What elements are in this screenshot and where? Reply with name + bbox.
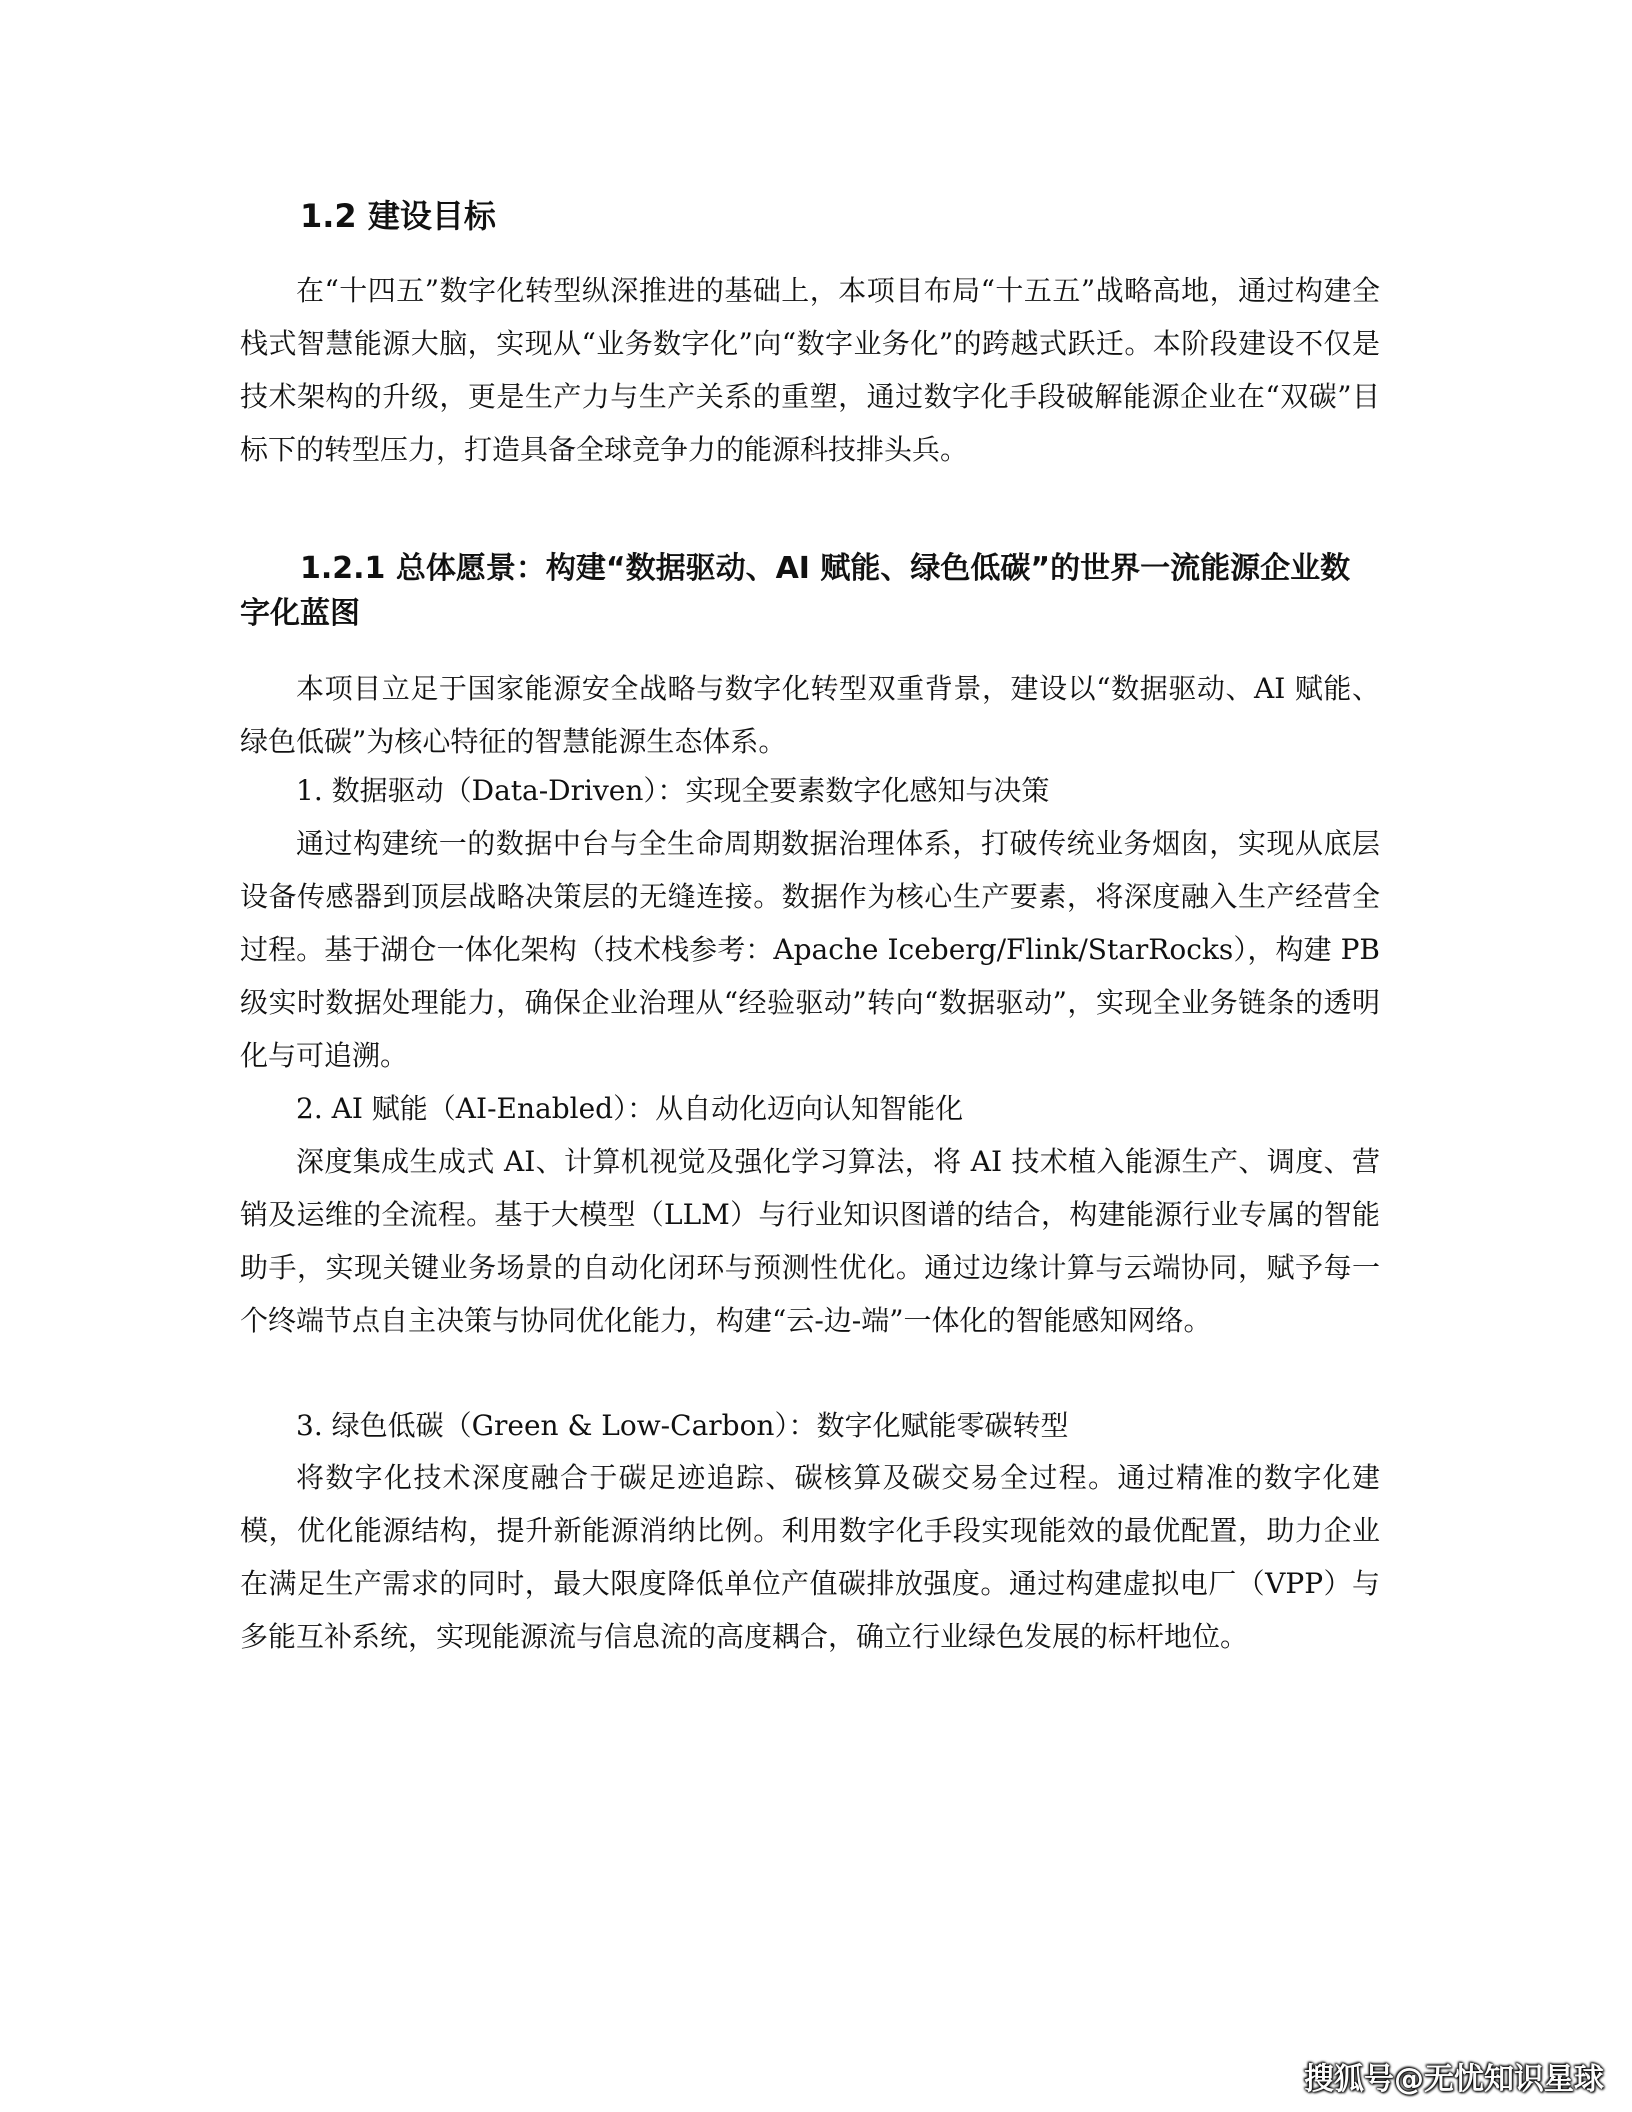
item-2-body: 深度集成生成式 AI、计算机视觉及强化学习算法，将 AI 技术植入能源生产、调度、营销及运维的全流程。基于大模型（LLM）与行业知识图谱的结合，构建能源行业专属的智能助手，实现关键业务场景的自动化闭环与预测性优化。通过边缘计算与云端协同，赋予每一个终端节点自主决策与协同优化能力，构建“云-边-端”一体化的智能感知网络。 [240, 1145, 1380, 1337]
watermark-text: 搜狐号@无忧知识星球 [1304, 2062, 1604, 2097]
subsection-title: 1.2.1 总体愿景：构建“数据驱动、AI 赋能、绿色低碳”的世界一流能源企业数字化蓝图 [240, 551, 1351, 631]
item-2-heading: 2. AI 赋能（AI-Enabled）：从自动化迈向认知智能化 [296, 1092, 964, 1125]
section-title: 1.2 建设目标 [300, 197, 496, 235]
subsection-intro-paragraph: 本项目立足于国家能源安全战略与数字化转型双重背景，建设以“数据驱动、AI 赋能、绿色低碳”为核心特征的智慧能源生态体系。 [240, 672, 1380, 758]
item-3-body: 将数字化技术深度融合于碳足迹追踪、碳核算及碳交易全过程。通过精准的数字化建模，优化能源结构，提升新能源消纳比例。利用数字化手段实现能效的最优配置，助力企业在满足生产需求的同时，最大限度降低单位产值碳排放强度。通过构建虚拟电厂（VPP）与多能互补系统，实现能源流与信息流的高度耦合，确立行业绿色发展的标杆地位。 [240, 1461, 1380, 1653]
item-3-heading: 3. 绿色低碳（Green & Low-Carbon）：数字化赋能零碳转型 [296, 1409, 1069, 1442]
item-1-heading: 1. 数据驱动（Data-Driven）：实现全要素数字化感知与决策 [296, 774, 1050, 807]
section-intro-paragraph: 在“十四五”数字化转型纵深推进的基础上，本项目布局“十五五”战略高地，通过构建全栈式智慧能源大脑，实现从“业务数字化”向“数字业务化”的跨越式跃迁。本阶段建设不仅是技术架构的升级，更是生产力与生产关系的重塑，通过数字化手段破解能源企业在“双碳”目标下的转型压力，打造具备全球竞争力的能源科技排头兵。 [240, 274, 1380, 466]
item-1-body: 通过构建统一的数据中台与全生命周期数据治理体系，打破传统业务烟囱，实现从底层设备传感器到顶层战略决策层的无缝连接。数据作为核心生产要素，将深度融入生产经营全过程。基于湖仓一体化架构（技术栈参考：Apache Iceberg/Flink/StarRocks），构建 PB 级实时数据处理能力，确保企业治理从“经验驱动”转向“数据驱动”，实现全业务链条的透明化与可追溯。 [240, 827, 1380, 1072]
